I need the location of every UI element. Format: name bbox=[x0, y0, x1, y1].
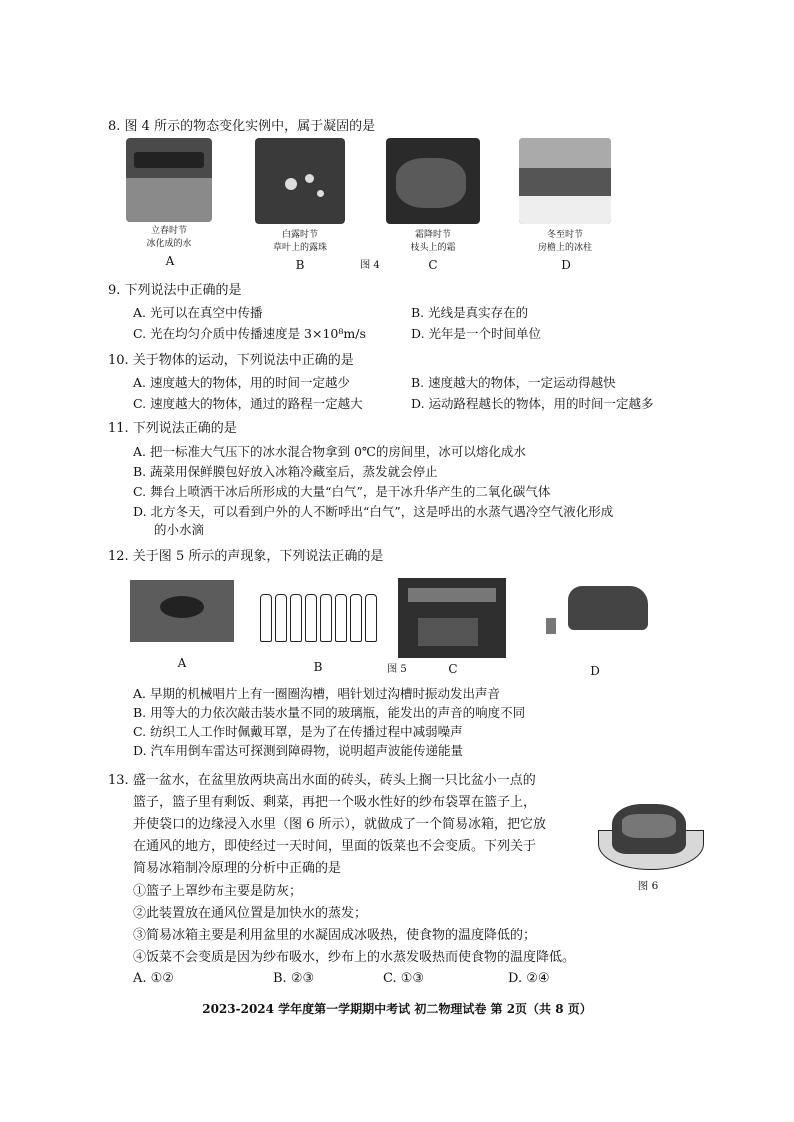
q12-option-c: C. 纺织工人工作时佩戴耳罩，是为了在传播过程中减弱噪声 bbox=[133, 724, 463, 739]
q11-option-d: D. 北方冬天，可以看到户外的人不断呼出“白气”，这是呼出的水蒸气遇冷空气液化形成 bbox=[133, 504, 614, 519]
q8-stem: 8. 图 4 所示的物态变化实例中，属于凝固的是 bbox=[108, 119, 376, 134]
page-footer: 2023-2024 学年度第一学期期中考试 初二物理试卷 第 2页（共 8 页） bbox=[202, 1002, 592, 1016]
q11-option-c: C. 舞台上喷洒干冰后所形成的大量“白气”，是干冰升华产生的二氧化碳气体 bbox=[133, 484, 551, 499]
q8-figure-label: 图 4 bbox=[360, 260, 380, 271]
q11-stem: 11. 下列说法正确的是 bbox=[108, 421, 237, 436]
q8-image-a bbox=[126, 138, 212, 222]
q13-figure-6 bbox=[598, 800, 702, 870]
q12-letter-b: B bbox=[313, 660, 323, 674]
q12-figure-label: 图 5 bbox=[387, 664, 407, 675]
q13-option-a: A. ①② bbox=[133, 971, 174, 986]
q8-letter-d: D bbox=[561, 258, 571, 272]
q9-option-c: C. 光在均匀介质中传播速度是 3×10⁸m/s bbox=[133, 326, 366, 341]
q8-letter-a: A bbox=[165, 254, 175, 268]
q8-image-b bbox=[255, 138, 345, 224]
q8-caption-c-2: 枝头上的霜 bbox=[410, 243, 456, 253]
q10-option-c: C. 速度越大的物体，通过的路程一定越大 bbox=[133, 396, 363, 411]
q13-statement-3: ③简易冰箱主要是利用盆里的水凝固成冰吸热，使食物的温度降低的； bbox=[133, 928, 537, 943]
q12-letter-d: D bbox=[590, 664, 600, 678]
q12-image-b bbox=[258, 588, 378, 642]
q12-option-d: D. 汽车用倒车雷达可探测到障碍物，说明超声波能传递能量 bbox=[133, 743, 464, 758]
q13-option-b: B. ②③ bbox=[273, 971, 315, 986]
q8-image-c bbox=[386, 138, 480, 224]
q10-option-d: D. 运动路程越长的物体，用的时间一定越多 bbox=[411, 396, 654, 411]
q13-line-1: 13. 盛一盆水，在盆里放两块高出水面的砖头，砖头上搁一只比盆小一点的 bbox=[108, 773, 536, 788]
q8-caption-d-1: 冬至时节 bbox=[546, 230, 583, 240]
q12-image-a bbox=[130, 580, 234, 642]
q13-statement-2: ②此装置放在通风位置是加快水的蒸发； bbox=[133, 906, 368, 921]
q11-option-b: B. 蔬菜用保鲜膜包好放入冰箱冷藏室后，蒸发就会停止 bbox=[133, 464, 438, 479]
q13-statement-4: ④饭菜不会变质是因为纱布吸水，纱布上的水蒸发吸热而使食物的温度降低。 bbox=[133, 950, 576, 965]
q12-option-b: B. 用等大的力依次敲击装水量不同的玻璃瓶，能发出的声音的响度不同 bbox=[133, 705, 526, 720]
q8-caption-b-2: 草叶上的露珠 bbox=[272, 243, 327, 253]
q13-option-d: D. ②④ bbox=[508, 971, 550, 986]
q11-option-d-cont: 的小水滴 bbox=[154, 522, 205, 537]
q8-letter-c: C bbox=[428, 258, 438, 272]
q12-stem: 12. 关于图 5 所示的声现象，下列说法正确的是 bbox=[108, 549, 384, 564]
q8-caption-a-1: 立春时节 bbox=[150, 226, 187, 236]
q13-figure-label: 图 6 bbox=[637, 880, 659, 892]
q8-caption-b-1: 白露时节 bbox=[281, 230, 318, 240]
q10-option-b: B. 速度越大的物体，一定运动得越快 bbox=[411, 375, 616, 390]
q9-stem: 9. 下列说法中正确的是 bbox=[108, 283, 242, 298]
q10-stem: 10. 关于物体的运动，下列说法中正确的是 bbox=[108, 353, 354, 368]
q10-option-a: A. 速度越大的物体，用的时间一定越少 bbox=[133, 375, 350, 390]
q9-option-a: A. 光可以在真空中传播 bbox=[133, 305, 263, 320]
q8-caption-c-1: 霜降时节 bbox=[414, 230, 451, 240]
q13-line-3: 并使袋口的边缘浸入水里（图 6 所示），就做成了一个简易冰箱，把它放 bbox=[133, 817, 547, 832]
q12-letter-c: C bbox=[448, 662, 458, 676]
q13-line-2: 篮子，篮子里有剩饭、剩菜，再把一个吸水性好的纱布袋罩在篮子上， bbox=[133, 795, 537, 810]
q13-option-c: C. ①③ bbox=[383, 971, 425, 986]
q9-option-d: D. 光年是一个时间单位 bbox=[411, 326, 542, 341]
q9-option-b: B. 光线是真实存在的 bbox=[411, 305, 529, 320]
q13-line-5: 简易冰箱制冷原理的分析中正确的是 bbox=[133, 861, 342, 876]
q12-image-c bbox=[398, 578, 506, 658]
q12-letter-a: A bbox=[177, 656, 187, 670]
q13-statement-1: ①篮子上罩纱布主要是防灰； bbox=[133, 884, 303, 899]
q11-option-a: A. 把一标准大气压下的冰水混合物拿到 0℃的房间里，冰可以熔化成水 bbox=[133, 444, 526, 459]
q8-caption-a-2: 冰化成的水 bbox=[146, 239, 192, 249]
q12-image-d bbox=[546, 580, 650, 642]
q12-option-a: A. 早期的机械唱片上有一圈圈沟槽，唱针划过沟槽时振动发出声音 bbox=[133, 686, 500, 701]
q13-line-4: 在通风的地方，即使经过一天时间，里面的饭菜也不会变质。下列关于 bbox=[133, 839, 537, 854]
q8-letter-b: B bbox=[295, 258, 305, 272]
q8-image-d bbox=[519, 138, 611, 224]
q8-caption-d-2: 房檐上的冰柱 bbox=[537, 243, 592, 253]
